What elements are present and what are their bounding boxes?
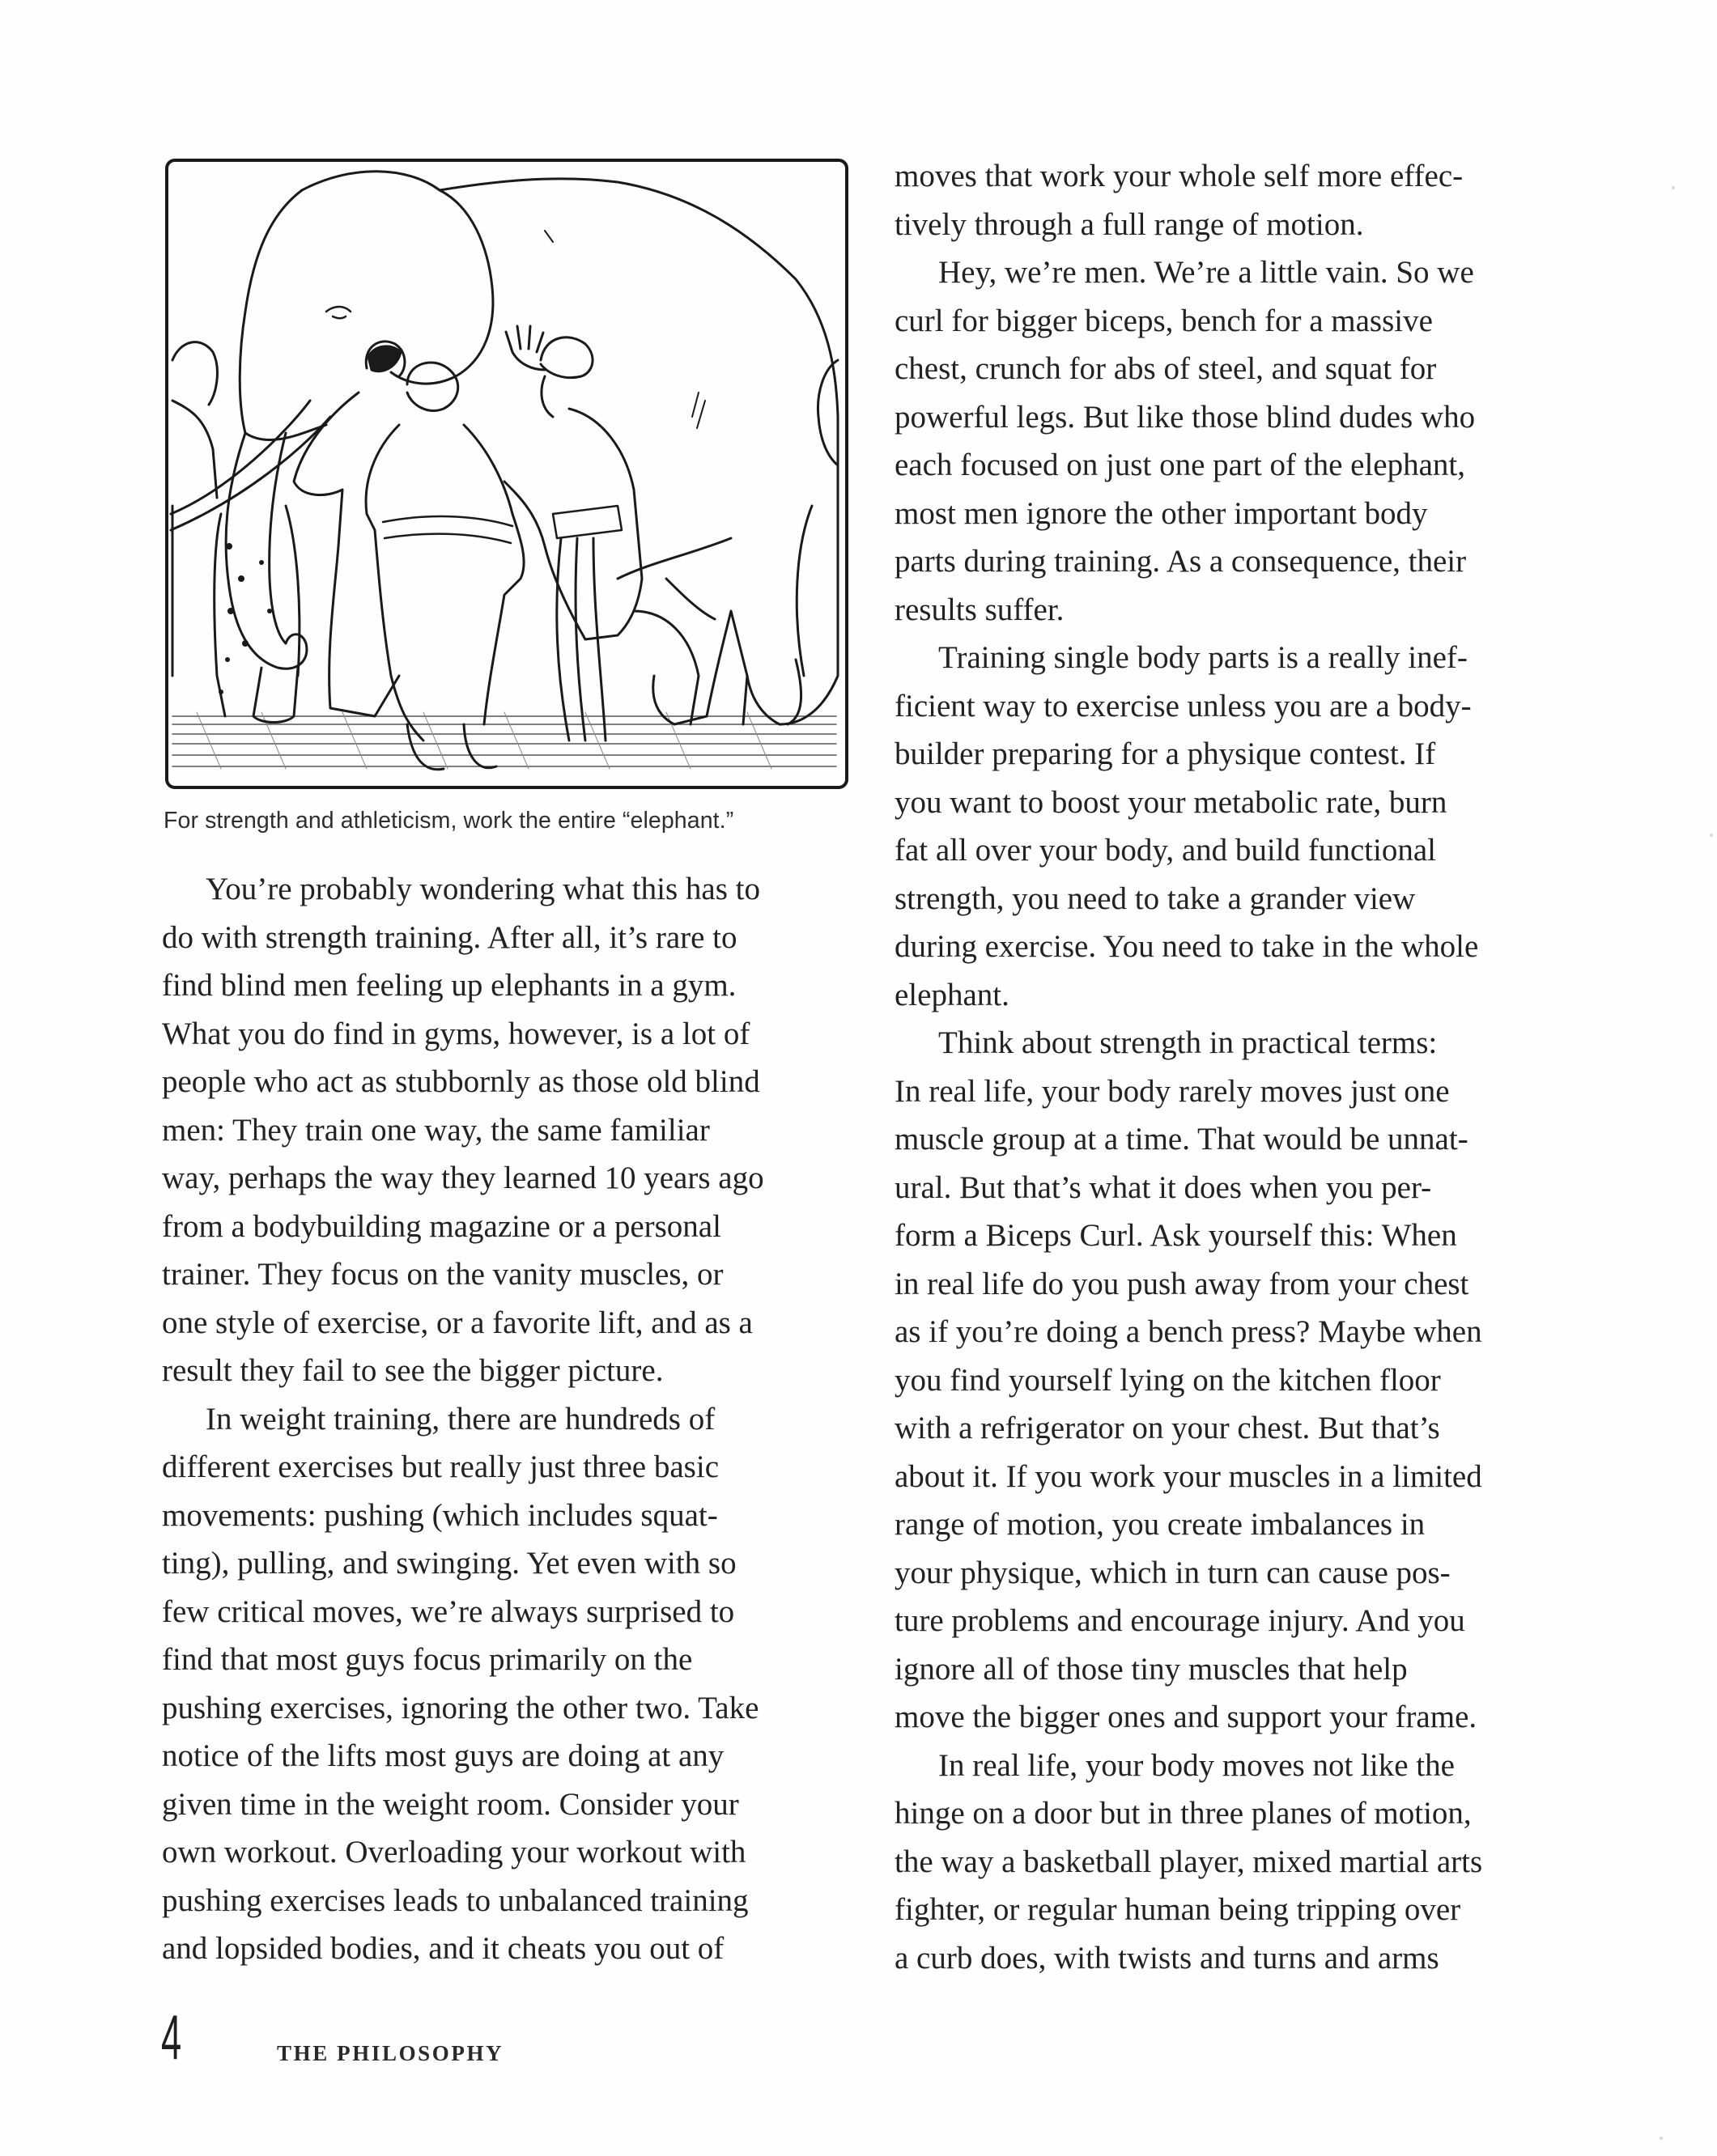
text-line: find blind men feeling up elephants in a gym.: [162, 968, 737, 1003]
text-line: way, perhaps the way they learned 10 years ago: [162, 1161, 764, 1195]
text-line: ting), pulling, and swinging. Yet even with so: [162, 1546, 737, 1581]
figure-sash: [383, 516, 512, 543]
figure-feet: [407, 724, 496, 770]
paragraph: [162, 1395, 858, 1973]
text-line: ignore all of those tiny muscles that help: [895, 1651, 1408, 1687]
text-line: ficient way to exercise unless you are a body-: [895, 688, 1472, 724]
text-line: notice of the lifts most guys are doing at any: [162, 1738, 725, 1773]
text-line: movements: pushing (which includes squat-: [162, 1497, 718, 1533]
figure-right-face: [542, 376, 553, 417]
text-line: In weight training, there are hundreds of: [206, 1401, 716, 1437]
running-head: THE PHILOSOPHY: [277, 2041, 504, 2065]
text-line: about it. If you work your muscles in a limited: [895, 1458, 1482, 1494]
text-line: trainer. They focus on the vanity muscles, or: [162, 1257, 724, 1292]
text-line: own workout. Overloading your workout with: [162, 1835, 746, 1870]
text-line: strength, you need to take a grander view: [895, 881, 1416, 916]
text-line: You’re probably wondering what this has to: [206, 872, 760, 906]
text-line: men: They train one way, the same familiar: [162, 1112, 710, 1148]
figure-right-drape: [557, 538, 606, 741]
paragraph: [895, 152, 1599, 248]
text-line: muscle group at a time. That would be unnat-: [895, 1122, 1468, 1157]
text-line: the way a basketball player, mixed martial arts: [895, 1844, 1483, 1879]
paragraph: [895, 248, 1599, 634]
text-line: your physique, which in turn can cause pos-: [895, 1555, 1451, 1590]
text-line: pushing exercises leads to unbalanced training: [162, 1882, 749, 1918]
text-line: ural. But that’s what it does when you per-: [895, 1169, 1432, 1205]
text-line: from a bodybuilding magazine or a personal: [162, 1208, 721, 1244]
figure-white-turban: [407, 363, 458, 410]
text-line: and lopsided bodies, and it cheats you out of: [162, 1931, 725, 1966]
elephant-leg: [253, 668, 298, 723]
text-line: form a Biceps Curl. Ask yourself this: When: [895, 1218, 1457, 1253]
text-line: a curb does, with twists and turns and arms: [895, 1940, 1439, 1976]
text-line: What you do find in gyms, however, is a lot of: [162, 1016, 750, 1051]
text-line: In real life, your body rarely moves just one: [895, 1073, 1450, 1109]
text-line: results suffer.: [895, 592, 1065, 627]
text-line: pushing exercises, ignoring the other two. Take: [162, 1690, 759, 1725]
paragraph: [895, 1019, 1599, 1742]
text-line: as if you’re doing a bench press? Maybe when: [895, 1314, 1482, 1349]
text-line: chest, crunch for abs of steel, and squat for: [895, 351, 1437, 386]
elephant-tusk: [171, 401, 330, 530]
text-line: ture problems and encourage injury. And you: [895, 1603, 1465, 1638]
text-line: do with strength training. After all, it’s rare to: [162, 919, 737, 955]
figure-right-sash: [553, 506, 622, 538]
text-line: few critical moves, we’re always surprised to: [162, 1594, 735, 1629]
text-line: tively through a full range of motion.: [895, 206, 1364, 242]
text-line: hinge on a door but in three planes of motion,: [895, 1796, 1472, 1831]
figure-right-edge: [797, 360, 838, 676]
text-line: you find yourself lying on the kitchen floor: [895, 1362, 1441, 1398]
text-line: each focused on just one part of the elephant,: [895, 448, 1465, 482]
text-line: given time in the weight room. Consider your: [162, 1786, 739, 1822]
figure-caption: For strength and athleticism, work the entire “elephant.”: [164, 808, 734, 834]
scan-speck: [1672, 186, 1675, 189]
text-line: builder preparing for a physique contest. If: [895, 736, 1436, 771]
scan-speck: [1710, 834, 1713, 837]
text-line: move the bigger ones and support your frame.: [895, 1700, 1477, 1734]
figure-robe-left: [294, 393, 399, 716]
text-line: people who act as stubbornly as those old blind: [162, 1064, 760, 1099]
text-line: range of motion, you create imbalances in: [895, 1507, 1426, 1542]
text-line: parts during training. As a consequence, their: [895, 544, 1467, 579]
right-column: [895, 152, 1599, 1982]
ground-hatching: [172, 712, 836, 769]
figure-right-raised-hand: [506, 326, 545, 370]
elephant-ear: [391, 190, 493, 384]
text-line: Hey, we’re men. We’re a little vain. So we: [938, 255, 1474, 290]
text-line: curl for bigger biceps, bench for a massive: [895, 303, 1433, 338]
figure-right-turban: [541, 337, 593, 378]
text-line: one style of exercise, or a favorite lift, and as a: [162, 1305, 753, 1340]
left-column: [162, 865, 858, 1973]
text-line: elephant.: [895, 977, 1009, 1012]
elephant-hide-marks: [545, 231, 705, 428]
text-line: during exercise. You need to take in the whole: [895, 929, 1479, 964]
text-line: in real life do you push away from your chest: [895, 1266, 1469, 1301]
figure-bent: [618, 538, 731, 724]
paragraph: [895, 1742, 1599, 1983]
dark-turban: [368, 346, 401, 371]
elephant-illustration: [164, 158, 849, 790]
paragraph: [162, 865, 858, 1395]
elephant-eye: [326, 307, 351, 318]
scan-speck: [1660, 2137, 1663, 2140]
elephant-head: [240, 190, 326, 440]
text-line: fighter, or regular human being tripping over: [895, 1892, 1461, 1927]
text-line: Think about strength in practical terms:: [938, 1025, 1438, 1060]
text-line: result they fail to see the bigger picture.: [162, 1353, 664, 1388]
text-line: you want to boost your metabolic rate, burn: [895, 784, 1447, 820]
text-line: different exercises but really just three basic: [162, 1449, 720, 1484]
text-line: find that most guys focus primarily on the: [162, 1642, 693, 1677]
text-line: most men ignore the other important body: [895, 495, 1428, 531]
text-line: In real life, your body moves not like the: [938, 1747, 1455, 1783]
text-line: Training single body parts is a really inef-: [938, 640, 1468, 675]
text-line: moves that work your whole self more effec-: [895, 159, 1464, 193]
text-line: powerful legs. But like those blind dudes who: [895, 399, 1476, 435]
page-number: 4: [161, 2001, 182, 2073]
paragraph: [895, 634, 1599, 1019]
text-line: with a refrigerator on your chest. But that’s: [895, 1411, 1440, 1445]
text-line: fat all over your body, and build functional: [895, 833, 1436, 868]
